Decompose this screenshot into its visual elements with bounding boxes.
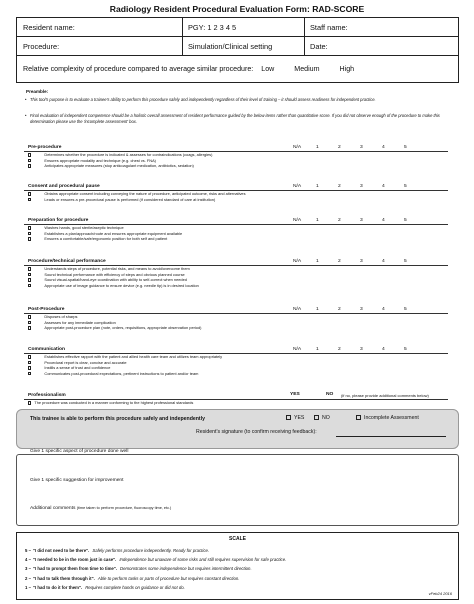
checkbox-icon[interactable] <box>28 273 31 276</box>
section-heading: Consent and procedural pause <box>28 184 100 189</box>
rating-option[interactable]: 1 <box>316 184 319 189</box>
rating-option[interactable]: 1 <box>316 347 319 352</box>
rating-option[interactable]: 1 <box>316 218 319 223</box>
checkbox-icon[interactable] <box>28 366 31 369</box>
staff-name-field[interactable] <box>304 18 459 36</box>
criterion-item[interactable] <box>28 354 222 359</box>
scale-row <box>25 555 286 564</box>
scale-description: Demonstrates some independence but requires intermittent direction. <box>120 566 252 572</box>
rating-option[interactable]: 4 <box>382 218 385 223</box>
scale-description: Requires complete hands on guidance or did not do. <box>85 584 185 590</box>
checkbox-icon[interactable] <box>28 226 31 229</box>
criterion-text: Establishes effective rapport with the patient and allied health care team and utilizes team appropriately <box>44 354 223 359</box>
rating-option[interactable]: 4 <box>382 347 385 352</box>
checkbox-icon[interactable] <box>28 164 31 167</box>
criterion-text: Leads or ensures a pre-procedural pause is performed (if considered standard of care at institution) <box>44 196 216 202</box>
checkbox-icon[interactable] <box>28 159 31 162</box>
criterion-item[interactable] <box>28 360 127 365</box>
checkbox-icon[interactable] <box>28 232 31 235</box>
header-table <box>16 17 459 83</box>
criterion-item[interactable] <box>28 365 110 370</box>
criterion-text: Anticipates appropriate measures (stop anticoagulant medication, antibiotics, sedation) <box>44 163 194 169</box>
scale-row <box>25 564 286 573</box>
criterion-item[interactable] <box>28 197 215 202</box>
procedure-label: Procedure: <box>23 41 60 51</box>
checkbox-icon[interactable] <box>28 237 31 240</box>
criterion-text: Washes hands, good sterile/aseptic technique <box>44 225 124 230</box>
rating-option[interactable]: 3 <box>360 218 363 223</box>
complexity-high-option[interactable]: High <box>339 65 355 73</box>
checkbox-icon[interactable] <box>286 415 291 420</box>
checkbox-icon[interactable] <box>28 321 31 324</box>
rating-option[interactable]: N/A <box>293 218 302 223</box>
preamble-text-1: • This tool's purpose is to evaluate a trainee's ability to perform this procedure safely and independently regardless of their level of training – it should assess readiness for independent practice. <box>25 97 376 102</box>
criterion-text: Assesses for any immediate complication <box>44 319 116 325</box>
professionalism-note: (if no, please provide additional comments below) <box>341 392 429 398</box>
checkbox-icon[interactable] <box>28 198 31 201</box>
criterion-item[interactable] <box>28 283 199 288</box>
criterion-text: Appropriate use of image guidance to ensure device (e.g. needle tip) is in desired location <box>44 282 199 288</box>
criterion-text: Determines whether the procedure is indicated & assesses for contraindications (coags, allergies) <box>44 152 213 157</box>
criterion-text: Disposes of sharps <box>44 314 78 319</box>
section-heading: Pre-procedure <box>28 145 62 150</box>
criterion-item[interactable] <box>28 152 212 157</box>
resident-name-field[interactable] <box>17 18 182 36</box>
rating-option[interactable]: 5 <box>404 307 407 312</box>
header-row-3 <box>17 56 458 82</box>
rating-option[interactable]: 3 <box>360 307 363 312</box>
decision-no[interactable]: NO <box>314 415 330 421</box>
rating-option[interactable]: 1 <box>316 307 319 312</box>
criterion-item[interactable] <box>28 320 116 325</box>
form-title: Radiology Resident Procedural Evaluation Form: RAD-SCORE <box>109 4 365 14</box>
rating-option[interactable]: 5 <box>404 184 407 189</box>
section-heading: Post-Procedure <box>28 307 65 312</box>
resident-name-label: Resident name: <box>23 22 75 32</box>
rating-option[interactable]: N/A <box>293 259 302 264</box>
scale-row <box>25 546 286 555</box>
scale-quote: "I did not need to be there". <box>32 548 90 553</box>
date-field[interactable] <box>304 37 459 55</box>
criterion-item[interactable] <box>28 371 198 376</box>
rating-option[interactable]: 1 <box>316 259 319 264</box>
feedback-box <box>16 454 459 526</box>
criterion-item[interactable] <box>28 225 124 230</box>
scale-heading: SCALE <box>229 536 246 542</box>
signature-line[interactable] <box>336 436 446 437</box>
criterion-text: Obtains appropriate consent including conveying the nature of procedure, anticipated outcome, risks and alternatives <box>44 191 246 196</box>
checkbox-icon[interactable] <box>28 267 31 270</box>
pgy-field[interactable] <box>182 18 304 36</box>
rating-option[interactable]: N/A <box>293 184 302 189</box>
criterion-text: Procedural report is clear, concise and accurate <box>44 359 127 365</box>
rating-option[interactable]: 4 <box>382 307 385 312</box>
section-heading: Preparation for procedure <box>28 218 89 223</box>
staff-name-label: Staff name: <box>310 22 348 32</box>
professionalism-yes[interactable]: YES <box>290 392 300 397</box>
scale-level: 2 – <box>25 575 31 581</box>
setting-label: Simulation/Clinical setting <box>188 41 273 51</box>
scale-quote: "I had to talk them through it". <box>32 575 95 581</box>
criterion-item[interactable] <box>28 163 194 168</box>
rating-option[interactable]: 2 <box>338 184 341 189</box>
procedure-field[interactable] <box>17 37 182 55</box>
feedback-suggestion-label: Give 1 specific suggestion for improvement <box>30 478 124 483</box>
decision-yes[interactable]: YES <box>286 415 304 421</box>
scale-quote: "I needed to be in the room just in case". <box>32 557 117 563</box>
criterion-item[interactable] <box>28 236 167 241</box>
section-heading: Communication <box>28 347 65 352</box>
complexity-medium-option[interactable]: Medium <box>294 65 320 73</box>
scale-level: 5 – <box>25 548 31 553</box>
signature-label: Resident's signature (to confirm receiving feedback): <box>196 429 317 435</box>
rating-option[interactable]: 3 <box>360 259 363 264</box>
criterion-item[interactable] <box>28 191 246 196</box>
checkbox-icon[interactable] <box>28 401 31 404</box>
checkbox-icon[interactable] <box>356 415 361 420</box>
rating-option[interactable]: 3 <box>360 145 363 150</box>
rating-option[interactable]: N/A <box>293 347 302 352</box>
professionalism-heading: Professionalism <box>28 393 66 398</box>
criterion-item[interactable] <box>28 158 156 163</box>
criterion-item[interactable] <box>28 266 190 271</box>
rating-option[interactable]: 5 <box>404 259 407 264</box>
pgy-options[interactable]: 1 2 3 4 5 <box>207 22 237 32</box>
rating-option[interactable]: 4 <box>382 184 385 189</box>
checkbox-icon[interactable] <box>28 372 31 375</box>
checkbox-icon[interactable] <box>28 153 31 156</box>
criterion-text: Understands steps of procedure, potential risks, and means to avoid/overcome them <box>44 266 190 271</box>
criterion-item[interactable] <box>28 277 187 282</box>
checkbox-icon[interactable] <box>28 355 31 358</box>
feedback-good-label: Give 1 specific aspect of procedure done well <box>30 449 129 454</box>
rating-option[interactable]: 3 <box>360 184 363 189</box>
checkbox-icon[interactable] <box>28 361 31 364</box>
rating-option[interactable]: 1 <box>316 145 319 150</box>
rating-option[interactable]: N/A <box>293 307 302 312</box>
rating-option[interactable]: 4 <box>382 145 385 150</box>
header-row-1 <box>17 18 458 37</box>
scale-version: vFeb24 2016 <box>428 591 452 596</box>
setting-field[interactable] <box>182 37 304 55</box>
criterion-text: Sound visual-spatial/hand-eye coordination with ability to self-correct when needed <box>44 277 187 283</box>
checkbox-icon[interactable] <box>314 415 319 420</box>
checkbox-icon[interactable] <box>28 326 31 329</box>
divider <box>24 313 448 314</box>
scale-level: 1 – <box>25 584 31 590</box>
scale-level: 3 – <box>25 566 31 572</box>
decision-question: This trainee is able to perform this procedure safely and independently <box>30 416 205 422</box>
rating-option[interactable]: 5 <box>404 218 407 223</box>
scale-description: Independence but unaware of some risks and still requires supervision for safe practice. <box>119 557 287 563</box>
scale-level: 4 – <box>25 557 31 563</box>
section-heading: Procedure/technical performance <box>28 259 106 264</box>
date-label: Date: <box>310 41 328 51</box>
pgy-label: PGY: <box>188 22 206 32</box>
criterion-item[interactable] <box>28 272 185 277</box>
criterion-item[interactable] <box>28 231 182 236</box>
scale-row <box>25 583 286 592</box>
checkbox-icon[interactable] <box>28 315 31 318</box>
rating-option[interactable]: 2 <box>338 307 341 312</box>
header-row-2 <box>17 37 458 56</box>
criterion-text: Sound technical performance with efficiency of steps and obvious planned course <box>44 271 185 277</box>
rating-option[interactable]: 3 <box>360 347 363 352</box>
rating-option[interactable]: 5 <box>404 145 407 150</box>
checkbox-icon[interactable] <box>28 278 31 281</box>
rating-option[interactable]: 2 <box>338 218 341 223</box>
criterion-text: Instills a sense of trust and confidence <box>44 365 111 371</box>
rating-option[interactable]: 2 <box>338 347 341 352</box>
criterion-text: Communicates post-procedural expectations, pertinent instructions to patient and/or team <box>44 370 199 376</box>
checkbox-icon[interactable] <box>28 284 31 287</box>
rating-option[interactable]: 2 <box>338 145 341 150</box>
criterion-text: Ensures a comfortable/safe/ergonomic position for both self and patient <box>44 236 168 242</box>
criterion-text: Appropriate post-procedure plan (note, orders, requisitions, appropriate observation period) <box>44 325 202 331</box>
rating-option[interactable]: 2 <box>338 259 341 264</box>
complexity-row <box>17 56 458 82</box>
scale-description: Safely performs procedure independently. Ready for practice. <box>92 548 210 553</box>
criterion-text: Establishes a plan/approach/route and ensures appropriate equipment available <box>44 230 183 236</box>
scale-rows <box>25 546 286 592</box>
scale-description: Able to perform tasks or parts of procedure but requires constant direction. <box>97 575 240 581</box>
professionalism-no[interactable]: NO <box>326 392 334 397</box>
preamble-heading: Preamble: <box>26 89 49 94</box>
rating-option[interactable]: 4 <box>382 259 385 264</box>
rating-option[interactable]: N/A <box>293 145 302 150</box>
criterion-item[interactable] <box>28 314 77 319</box>
scale-box <box>16 532 459 600</box>
checkbox-icon[interactable] <box>28 192 31 195</box>
decision-incomplete[interactable]: Incomplete Assessment <box>356 415 419 421</box>
criterion-item[interactable] <box>28 325 201 330</box>
rating-option[interactable]: 5 <box>404 347 407 352</box>
complexity-low-option[interactable]: Low <box>261 65 275 73</box>
scale-row <box>25 574 286 583</box>
professionalism-item[interactable]: The procedure was conducted in a manner conforming to the highest professional standards <box>28 400 193 405</box>
scale-quote: "I had to prompt them from time to time". <box>32 566 118 572</box>
complexity-label: Relative complexity of procedure compared to average similar procedure: <box>23 65 254 73</box>
criterion-text: Ensures appropriate modality and technique (e.g. chest vs. FNA) <box>44 157 156 163</box>
scale-quote: "I had to do it for them". <box>32 584 83 590</box>
feedback-comments-label: Additional comments (time taken to perform procedure, fluoroscopy time, etc.) <box>30 506 172 511</box>
preamble-text-2: • Final evaluation of independent competence should be a holistic overall assessment of resident performance guided by the below items rather than quantitative score. If you did not observe enough of the procedure to make this determination please use the 'incomplete assessment' box. <box>25 113 440 124</box>
